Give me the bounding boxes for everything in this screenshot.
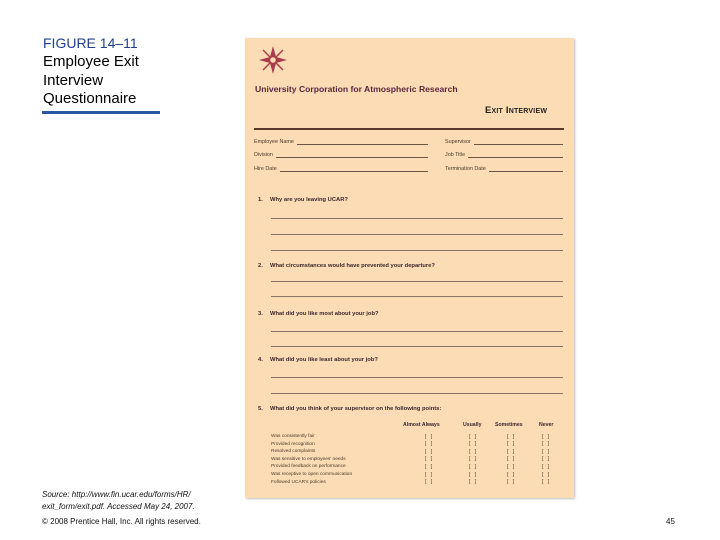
hire-date-field[interactable]: Hire Date <box>254 166 428 172</box>
question-5: 5. What did you think of your supervisor on the following points: <box>258 406 442 412</box>
rating-row-label: Was sensitive to employees' needs <box>271 456 346 462</box>
question-2: 2. What circumstances would have prevented your departure? <box>258 263 435 269</box>
rating-header-usually: Usually <box>463 422 482 428</box>
source-note: Source: http://www.fin.ucar.edu/forms/HR/ exit_form/exit.pdf. Accessed May 24, 2007. <box>42 490 195 511</box>
exit-interview-form <box>245 38 574 498</box>
rating-checkbox[interactable]: [ ] <box>542 463 551 470</box>
employee-name-field[interactable]: Employee Name <box>254 139 428 145</box>
rating-header-sometimes: Sometimes <box>495 422 523 428</box>
rating-checkbox[interactable]: [ ] <box>469 448 478 455</box>
rating-checkbox[interactable]: [ ] <box>425 471 434 478</box>
rating-checkbox[interactable]: [ ] <box>507 448 516 455</box>
rating-checkbox[interactable]: [ ] <box>542 479 551 486</box>
copyright: © 2008 Prentice Hall, Inc. All rights reserved. <box>42 517 201 526</box>
rating-checkbox[interactable]: [ ] <box>542 456 551 463</box>
rating-checkbox[interactable]: [ ] <box>425 479 434 486</box>
answer-line[interactable] <box>271 346 563 347</box>
rating-row-label: Was receptive to open communication <box>271 472 353 477</box>
rating-row-label: Resolved complaints <box>271 449 316 455</box>
answer-line[interactable] <box>271 377 563 378</box>
figure-title: Employee Exit Interview Questionnaire <box>43 53 139 107</box>
answer-line[interactable] <box>271 234 563 235</box>
question-1: 1. Why are you leaving UCAR? <box>258 197 348 203</box>
rating-checkbox[interactable]: [ ] <box>507 471 516 478</box>
answer-line[interactable] <box>271 331 563 332</box>
answer-line[interactable] <box>271 393 563 394</box>
rating-row-label: Was consistently fair <box>271 434 315 439</box>
rating-checkbox[interactable]: [ ] <box>507 463 516 470</box>
rating-checkbox[interactable]: [ ] <box>507 479 516 486</box>
rating-checkbox[interactable]: [ ] <box>469 479 478 486</box>
rating-row-label: Provided recognition <box>271 441 315 447</box>
rating-checkbox[interactable]: [ ] <box>542 471 551 478</box>
question-4: 4. What did you like least about your job? <box>258 357 378 363</box>
rating-checkbox[interactable]: [ ] <box>542 441 551 448</box>
rating-checkbox[interactable]: [ ] <box>425 456 434 463</box>
rating-checkbox[interactable]: [ ] <box>507 433 516 440</box>
termination-date-field[interactable]: Termination Date <box>445 166 563 172</box>
rating-checkbox[interactable]: [ ] <box>542 448 551 455</box>
answer-line[interactable] <box>271 281 563 282</box>
answer-line[interactable] <box>271 296 563 297</box>
answer-line[interactable] <box>271 218 563 219</box>
supervisor-field[interactable]: Supervisor <box>445 139 563 145</box>
ucar-star-logo-icon <box>258 45 288 75</box>
organization-name: University Corporation for Atmospheric Research <box>255 84 458 94</box>
figure-label: FIGURE 14–11 <box>43 35 138 51</box>
rating-header-never: Never <box>539 422 554 428</box>
rating-row-label: Provided feedback on performance <box>271 464 346 470</box>
question-3: 3. What did you like most about your job? <box>258 311 379 317</box>
division-field[interactable]: Division <box>254 152 428 158</box>
page-number: 45 <box>666 517 675 526</box>
rating-checkbox[interactable]: [ ] <box>425 448 434 455</box>
rating-checkbox[interactable]: [ ] <box>507 456 516 463</box>
rating-checkbox[interactable]: [ ] <box>425 441 434 448</box>
form-title: Exit Interview <box>485 105 548 116</box>
rating-row-label: Followed UCAR's policies <box>271 479 326 485</box>
job-title-field[interactable]: Job Title <box>445 152 563 158</box>
rating-checkbox[interactable]: [ ] <box>507 441 516 448</box>
rating-checkbox[interactable]: [ ] <box>469 456 478 463</box>
rating-checkbox[interactable]: [ ] <box>469 471 478 478</box>
rating-header-almost-always: Almost Always <box>403 422 440 428</box>
rating-checkbox[interactable]: [ ] <box>469 441 478 448</box>
rating-checkbox[interactable]: [ ] <box>542 433 551 440</box>
rating-checkbox[interactable]: [ ] <box>469 463 478 470</box>
rating-checkbox[interactable]: [ ] <box>425 433 434 440</box>
title-underline <box>42 111 160 114</box>
rating-checkbox[interactable]: [ ] <box>469 433 478 440</box>
header-rule <box>254 128 564 130</box>
rating-checkbox[interactable]: [ ] <box>425 463 434 470</box>
answer-line[interactable] <box>271 250 563 251</box>
